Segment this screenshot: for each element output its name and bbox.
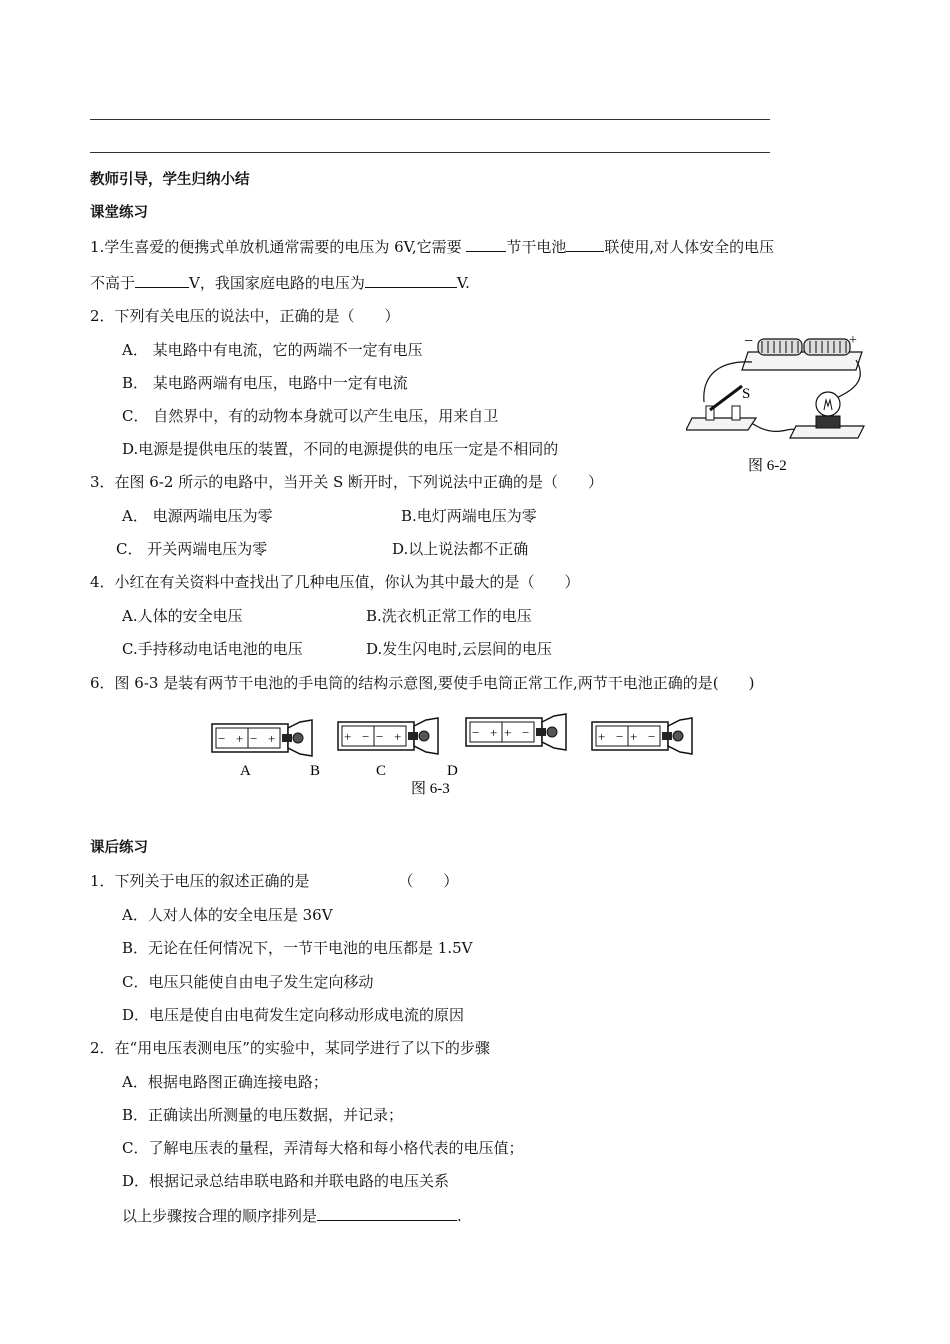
svg-text:−: −: [472, 725, 480, 740]
answer-line-1: [90, 119, 770, 120]
svg-text:−: −: [648, 729, 656, 744]
q3-option-d: D.以上说法都不正确: [392, 540, 529, 558]
h1-stem: 1．下列关于电压的叙述正确的是: [90, 872, 310, 890]
h2-option-c: C．了解电压表的量程，弄清每大格和每小格代表的电压值；: [122, 1139, 524, 1157]
svg-text:−: −: [250, 731, 258, 746]
h2-order-blank[interactable]: [317, 1205, 457, 1221]
minus-sign: −: [744, 333, 754, 350]
switch-base: [686, 418, 756, 430]
q1-line2: [90, 272, 470, 293]
q1-text-e: V，我国家庭电路的电压为: [189, 274, 365, 292]
q2-option-a: A． 某电路中有电流，它的两端不一定有电压: [122, 341, 423, 359]
svg-text:+: +: [394, 729, 402, 744]
figure-6-2-circuit: [686, 330, 866, 480]
h2-stem: 2．在“用电压表测电压”的实验中，某同学进行了以下的步骤: [90, 1039, 490, 1057]
q2-stem: 2．下列有关电压的说法中，正确的是（ ）: [90, 307, 400, 325]
flashlight-d: [592, 718, 692, 754]
svg-text:+: +: [344, 729, 352, 744]
svg-text:+: +: [490, 725, 498, 740]
q1-blank-home-voltage[interactable]: [365, 272, 457, 288]
h2-order-row: [122, 1205, 462, 1226]
lamp-holder: [816, 416, 840, 428]
svg-text:+: +: [598, 729, 606, 744]
h2-option-a: A．根据电路图正确连接电路；: [122, 1073, 328, 1091]
flashlight-b: [338, 718, 438, 754]
svg-text:+: +: [236, 731, 244, 746]
label-c: C: [376, 763, 387, 779]
label-a: A: [240, 763, 251, 779]
svg-text:−: −: [522, 725, 530, 740]
label-d: D: [447, 763, 458, 779]
h2-option-b: B．正确读出所测量的电压数据，并记录；: [122, 1106, 404, 1124]
h1-option-a: A．人对人体的安全电压是 36V: [122, 906, 333, 924]
h2-order-end: .: [457, 1207, 462, 1225]
plus-sign: +: [849, 333, 857, 348]
section-after-class: 课后练习: [90, 840, 148, 856]
battery-cell-2: [804, 339, 850, 355]
q1-text-d: 不高于: [90, 274, 136, 292]
h1-stem-row: [90, 871, 458, 891]
q4-stem: 4．小红在有关资料中查找出了几种电压值，你认为其中最大的是（ ）: [90, 573, 580, 591]
q1-line1: [90, 236, 774, 257]
svg-text:+: +: [630, 729, 638, 744]
switch-post-right: [732, 406, 740, 420]
switch-label: S: [742, 386, 751, 402]
summary-heading: 教师引导，学生归纳小结: [90, 172, 250, 188]
figure-6-3-flashlights: [208, 706, 702, 802]
svg-text:−: −: [376, 729, 384, 744]
wire-bottom: [750, 422, 796, 431]
figure-6-3-caption: 图 6-3: [411, 781, 450, 797]
svg-text:+: +: [268, 731, 276, 746]
q1-text-f: V.: [456, 274, 470, 292]
q1-text-b: 节干电池: [506, 238, 567, 256]
q2-option-c: C． 自然界中，有的动物本身就可以产生电压，用来自卫: [122, 407, 499, 425]
q3-option-a: A． 电源两端电压为零: [122, 507, 273, 525]
h1-option-c: C．电压只能使自由电子发生定向移动: [122, 973, 374, 991]
q6-stem: 6．图 6-3 是装有两节干电池的手电筒的结构示意图,要使手电筒正常工作,两节干电池正确的是( ): [90, 674, 755, 692]
q1-blank-cells[interactable]: [466, 236, 506, 252]
q2-option-d: D.电源是提供电压的装置，不同的电源提供的电压一定是不相同的: [122, 440, 559, 458]
svg-text:+: +: [504, 725, 512, 740]
figure-6-2-caption: 图 6-2: [748, 458, 787, 474]
q4-option-c: C.手持移动电话电池的电压: [122, 640, 303, 658]
h1-paren: （ ）: [398, 872, 459, 890]
svg-text:−: −: [616, 729, 624, 744]
svg-text:−: −: [362, 729, 370, 744]
h2-order-text: 以上步骤按合理的顺序排列是: [122, 1207, 318, 1225]
flashlight-c: [466, 714, 566, 750]
h1-option-d: D．电压是使自由电荷发生定向移动形成电流的原因: [122, 1006, 465, 1024]
q3-option-b: B.电灯两端电压为零: [401, 507, 537, 525]
lamp-bulb: [816, 392, 840, 416]
q1-blank-connection[interactable]: [566, 236, 604, 252]
q3-option-c: C． 开关两端电压为零: [116, 540, 268, 558]
section-class-practice: 课堂练习: [90, 205, 148, 221]
q4-option-a: A.人体的安全电压: [122, 607, 243, 625]
q3-stem: 3．在图 6-2 所示的电路中，当开关 S 断开时，下列说法中正确的是（ ）: [90, 473, 604, 491]
label-b: B: [310, 763, 321, 779]
q4-option-b: B.洗衣机正常工作的电压: [366, 607, 532, 625]
q1-text-c: 联使用,对人体安全的电压: [604, 238, 775, 256]
q1-text-a: 1.学生喜爱的便携式单放机通常需要的电压为 6V,它需要: [90, 238, 462, 256]
h1-option-b: B．无论在任何情况下，一节干电池的电压都是 1.5V: [122, 939, 473, 957]
q4-option-d: D.发生闪电时,云层间的电压: [366, 640, 553, 658]
flashlight-a: [212, 720, 312, 756]
answer-line-2: [90, 152, 770, 153]
q1-blank-safe-voltage[interactable]: [135, 272, 189, 288]
h2-option-d: D．根据记录总结串联电路和并联电路的电压关系: [122, 1172, 450, 1190]
q2-option-b: B． 某电路两端有电压，电路中一定有电流: [122, 374, 408, 392]
svg-text:−: −: [218, 731, 226, 746]
